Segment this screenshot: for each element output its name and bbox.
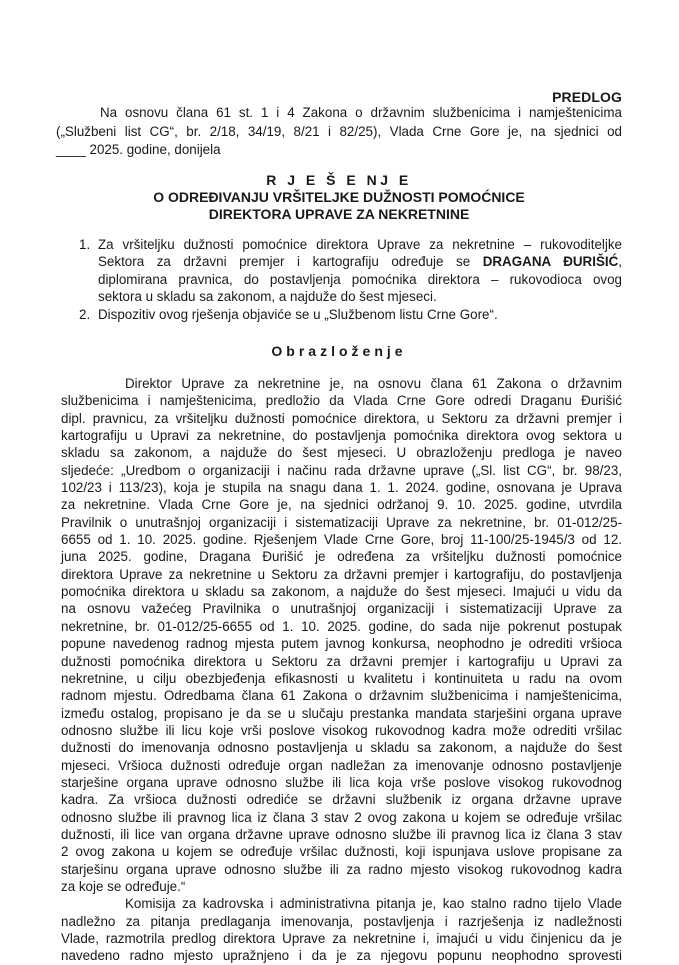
decision-item: [79, 306, 622, 323]
title-resenje: R J E Š E NJ E: [266, 172, 412, 188]
body-line: starješine organa uprave odnosno službe ili lica koja vrše poslove visokog rukovodnog: [61, 774, 622, 790]
item-line: diplomirana pravnica, do postavljenja pomoćnika direktora – rukovodioca ovog: [98, 271, 622, 287]
body-line: Komisija za kadrovska i administrativna pitanja je, kao stalno radno tijelo Vlade: [125, 896, 622, 912]
body-line: direktora Uprave za nekretnine u Sektoru za državni premjer i kartografiju, do postavljenja: [61, 566, 622, 582]
body-line: dužnosti do imenovanja odnosno postavljenja u skladu sa zakonom, a najduže do šest: [61, 740, 622, 756]
body-line: mjeseci. Vršioca dužnosti određuje organ nadležan za imenovanje odnosno postavljenje: [61, 757, 622, 773]
body-line: 102/23 i 113/23), koja je stupila na snagu dana 1. 1. 2024. godine, osnovana je Uprava: [61, 480, 622, 496]
body-line: popune navedenog radnog mjesta putem javnog konkursa, neophodno je odrediti vršioca: [61, 636, 622, 652]
body-line: dužnosti pomoćnika direktora u Sektoru za državni premjer i kartografiju u Upravi za: [61, 653, 622, 669]
body-line: na osnovu važećeg Pravilnika o unutrašnjoj organizaciji i sistematizaciji Uprave za: [61, 601, 622, 617]
item-number: 1.: [79, 237, 91, 252]
body-line: za nekretnine. Vlada Crne Gore je, na sjednici održanoj 9. 10. 2025. godine, utvrdila: [61, 497, 622, 513]
body-line: 2 ovog zakona u kojem se određuje vršilac dužnosti, koji ispunjava uslove propisane za: [61, 844, 622, 860]
intro-line: Na osnovu člana 61 st. 1 i 4 Zakona o državnim službenicima i namještenicima: [100, 105, 622, 120]
decision-title: [56, 172, 622, 223]
body-line: nadležno za pitanja predlaganja imenovanja, postavljenja i razrješenja iz nadležnosti: [61, 913, 622, 929]
body-line: kartografiju u Upravi za nekretnine, do postavljenja pomoćnika direktora ovog sektora u: [61, 428, 622, 444]
name-comma: ,: [618, 254, 622, 270]
body-line: Pravilnik o unutrašnjoj organizaciji i sistematizaciji Uprave za nekretnine, br. 01-012/25-: [61, 514, 622, 530]
body-line: dipl. pravnicu, za vršiteljku dužnosti pomoćnice direktora, u Sektoru za državni premjer i: [61, 410, 622, 426]
item-line: Dispozitiv ovog rješenja objaviće se u „Službenom listu Crne Gore“.: [98, 306, 498, 322]
body-line: Vlade, razmotrila predlog direktora Uprave za nekretnine i, imajući u vidu činjenicu da je: [61, 931, 622, 946]
title-subject-line-1: O ODREĐIVANJU VRŠITELJKE DUŽNOSTI POMOĆNICE: [153, 189, 525, 205]
body-line: odnosno službe ili pravnog lica iz člana 3 stav 2 ovog zakona u kojem se određuje vršilac: [61, 809, 622, 825]
body-line: pomoćnika direktora u skladu sa zakonom, a najduže do šest mjeseci. Imajući u vidu da: [61, 584, 622, 600]
body-line: juna 2025. godine, Dragana Đurišić je određena za vršiteljku dužnosti pomoćnice: [61, 549, 622, 565]
title-subject-line-2: DIREKTORA UPRAVE ZA NEKRETNINE: [208, 206, 470, 222]
intro-line: („Službeni list CG“, br. 2/18, 34/19, 8/21 i 82/25), Vlada Crne Gore je, na sjednici od: [56, 123, 622, 139]
body-line: nekretnine, br. 01-012/25-6655 od 1. 10. 2025. godine, do sada nije pokrenut postupak: [61, 618, 622, 634]
decision-item: [79, 236, 622, 306]
body-line: 6655 od 1. 10. 2025. godine. Rješenjem Vlade Crne Gore, broj 11-100/25-1945/3 od 12.: [61, 532, 622, 548]
intro-paragraph: [56, 104, 622, 160]
body-line: kadra. Za vršioca dužnosti odrediće se državni službenik iz organa državne uprave: [61, 792, 622, 808]
explanation-body: [61, 375, 622, 965]
item-line-text: Sektora za državni premjer i kartografiju određuje se: [98, 254, 483, 270]
body-line: navedeno radno mjesto upražnjeno i da je za njegovu popunu neophodno sprovesti: [61, 948, 622, 964]
intro-line: ____ 2025. godine, donijela: [56, 142, 221, 158]
body-line: nekretnine, u cilju obezbjeđenja efikasnosti u kvalitetu i kontinuiteta u radu na ovom: [61, 670, 622, 686]
section-title-obrazlozenje: Obrazloženje: [271, 343, 407, 359]
item-line: sektora u skladu sa zakonom, a najduže do šest mjeseci.: [98, 289, 437, 305]
appointee-name: DRAGANA ĐURIŠIĆ: [482, 254, 619, 270]
body-line: dužnosti, ili lice van organa državne uprave odnosno službe ili pravnog lica iz člana 3 stav: [61, 826, 622, 842]
body-line: starješinu organa uprave odnosno službe ili za radno mjesto visokog rukovodnog kadra: [61, 861, 622, 877]
body-line: Direktor Uprave za nekretnine je, na osnovu člana 61 Zakona o državnim: [125, 376, 622, 391]
body-line: skladu sa zakonom, a najduže do šest mjeseci. U obrazloženju predloga je naveo: [61, 445, 622, 461]
body-line: između ostalog, propisano je da se u slučaju prestanka mandata starješini organa uprave: [61, 705, 622, 721]
body-line: radnom mjestu. Odredbama člana 61 Zakona o državnim službenicima i namještenicima,: [61, 688, 622, 704]
item-line: Za vršiteljku dužnosti pomoćnice direktora Uprave za nekretnine – rukovoditeljke: [98, 237, 622, 252]
body-line: sljedeće: „Uredbom o organizaciji i načinu rada državne uprave („Sl. list CG“, br. 98/23,: [61, 462, 622, 478]
decision-items: [79, 236, 622, 323]
item-number: 2.: [79, 306, 91, 322]
body-line: odnosno službe ili licu koje vrši poslove visokog rukovodnog kadra može odrediti vršilac: [61, 722, 622, 738]
body-line: službenicima i namještenicima, predložio da Vlada Crne Gore odredi Draganu Đurišić: [61, 393, 622, 409]
proposal-label: PREDLOG: [552, 89, 622, 105]
item-line: [98, 253, 622, 270]
body-line: za koje se određuje.“: [61, 878, 186, 894]
